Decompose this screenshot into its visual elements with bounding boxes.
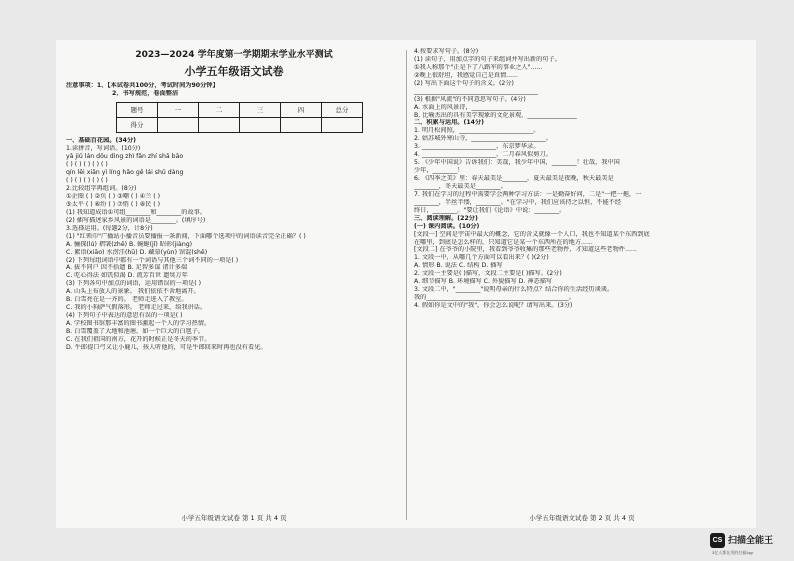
exam-text-line: (1) 读句子，用加点字的句子来组词并写出新的句子。 [414,55,561,63]
exam-text-line: ②晚上很舒坦，我感觉自己是真情...... [414,71,518,79]
exam-text-line: ⑤太平 ( ) ⑥纷 ( ) ⑦悄 ( ) ⑧民 ( ) [66,200,161,208]
score-table [116,102,363,133]
exam-text-line: B. 白雪亮在是一齐的。 老师走进入了教室。 [66,296,188,304]
exam-text-line: (2) 插写描述家乡风景的词语是________。(填序号) [66,216,206,224]
score-table-header: 二 [199,103,240,118]
exam-text-line: A. 山头上布放人的景象。 我们依依不舍地离开。 [66,288,200,296]
exam-text-line: (4) 下列句子中表达的意思有误的一项是( ) [66,312,183,320]
scanner-watermark [710,530,794,561]
exam-text-line: D. 牛郎提口弓又让小鹿儿，孩人听他的，可是牛郎回来时再也没有看见。 [66,343,267,351]
score-table-header: 题号 [117,103,158,118]
exam-text-line: [文段一] 空间是宇宙中最大的概念，它的含义就像一个人口，我也不知道某个东西到底 [414,230,650,238]
exam-text-line: 4. 假如你是文中的"我"，你会怎么说呢？请写出来。(3分) [414,302,573,309]
score-table-header: 一 [158,103,199,118]
page-1 [66,40,402,528]
exam-text-line: ( ) ( ) ( ) ( ) ( ) [66,177,108,185]
score-cell [199,118,240,133]
score-cell [281,118,322,133]
exam-text-line: (3) 下列各句中加点的词语，运用错误的一项是( ) [66,280,202,288]
exam-text-line: C. 絮语(xiāo) 水涝洼(hū) D. 藏慕(yùn) 馆馄(shē) [66,248,208,256]
exam-text-line: 7. 我们在学习的过程中需要学会两种学习方法：一是勤奋好问，二是"一把一拖，一 [414,190,642,198]
exam-text-line: A. 情形 B. 说法 C. 结构 D. 插写 [414,262,503,270]
score-cell [240,118,281,133]
exam-text-line: yā jiǔ lán dǒu dìng zhì fǎn zhí shā bāo [66,153,184,161]
exam-text-line: 1. 文段一中，从哪几个方面可以看出来？( )(2分) [414,254,549,262]
exam-text-line: ( ) ( ) ( ) ( ) ( ) [66,161,108,169]
page-1-footer: 小学五年级语文试卷 第 1 页 共 4 页 [181,513,287,522]
exam-text-line: 我的______________________________________________。 [414,294,575,302]
exam-text-line: (一) 课内阅读。(10分) [414,222,480,230]
exam-text-line: 4. ________________________，二月春风似剪刀。 [414,151,552,159]
exam-text-line: [文段二] 在爷爷的小院里，我看到爷爷收集的那些老物件，才知道这些老物件...... [414,246,637,254]
exam-note-2: 2、书写规范，卷面整洁 [112,89,179,97]
score-table-header: 四 [281,103,322,118]
exam-text-line: 2.比较组字再组词。(8分) [66,185,137,193]
exam-text-line: 3. 文段二中，"________"说明母亲的什么特点？结合你的生活经历谈谈。 [414,286,614,294]
exam-text-line: C. 在我们祖国的南方，花开的时候正是冬天的季节。 [66,335,211,343]
exam-text-line: 1. 明月松间照，________________________。 [414,127,540,135]
exam-text-line: 2. 姑苏城外寒山寺，________________________。 [414,135,552,143]
exam-text-line: (1) 我知道成语①可组________和________的故事。 [66,208,207,216]
score-cell [158,118,199,133]
exam-text-line: C. 我的小狗萨气假落形。 老师走过来，给我讲话。 [66,304,207,312]
exam-text-line: B. 白雪覆盖了大地和池塘，如一个巨大的白毯子。 [66,327,205,335]
page-2-body [414,48,750,310]
exam-text-line: A. 水面上的风景诗，________________ [414,103,522,111]
exam-text-line: A. 骊探(lú) 褶皱(zhě) B. 蜿蜒(jǐ) 昭彰(jiàng) [66,240,193,248]
exam-text-line: 4.按要求写句子。(8分) [414,48,479,55]
exam-text-line: ________，冬天最美是________。 [414,182,507,190]
exam-text-line: 2. 文段一主要是( )描写，文段二主要是( )描写。(2分) [414,270,562,278]
score-table-header: 三 [240,103,281,118]
exam-text-line: 三、阅读理解。(22分) [414,214,478,222]
exam-text-line: ①我人称那个"正是下了八路军的事业之人"...... [414,63,543,71]
score-table-header: 总分 [322,103,363,118]
exam-text-line: 3. ________________________，东京梦华录。 [414,143,540,151]
page-2 [414,40,750,528]
exam-text-line: (2) 下列每组词语中都有一个词语与其他三个词不同的一项是( ) [66,256,239,264]
exam-subtitle: 小学五年级语文试卷 [184,64,284,78]
exam-paper [56,40,756,528]
watermark-app-name: 扫描全能王 [728,535,774,545]
exam-text-line: B. 比喻杰出的具有美学现象的文化景观，________________ [414,111,577,119]
exam-text-line: ________________________________________ [414,87,538,95]
score-table-score-row [117,118,363,133]
exam-text-line: (3) 根据"风流"的不同意思写句子。(4分) [414,95,526,103]
exam-text-line: A. 细节描写 B. 环境描写 C. 外貌描写 D. 神态描写 [414,278,553,286]
watermark-tagline: 3亿人都在用的扫描App [712,550,754,555]
exam-text-line: 在哪里，到底是怎么样的，只知道它是某一个东西所在的地方...... [414,238,593,246]
page-1-body [66,137,402,351]
exam-text-line: 6. 《四季之美》里：春天最美是________，夏天最美是夜晚，秋天最美是 [414,175,614,182]
exam-note-1: 注意事项：1、【本试卷共100分，考试时间为90分钟】 [66,81,219,89]
exam-text-line: C. 吃心得法 如饥似渴 D. 流芳百世 遗臭万年 [66,272,188,280]
exam-text-line: 二、积累与运用。(14分) [414,119,484,127]
exam-text-line: qín lěi xiān yì líng hǎo gē lái shǔ dàng [66,169,184,177]
score-table-row-label: 得分 [117,118,158,133]
exam-text-line: 1.读拼音，写词语。(10分) [66,145,141,153]
exam-text-line: ①企图 ( ) ②负 ( ) ③嘲 ( ) ④兰 ( ) [66,193,161,201]
exam-text-line: (2) 写出下面这个句子的含义。(2分) [414,79,514,87]
exam-text-line: 终日，________。"要让我们《论语》中说：________。 [414,206,566,214]
exam-text-line: 3.选择运用。(每题2分，计8分) [66,224,153,232]
page-2-footer: 小学五年级语文试卷 第 2 页 共 4 页 [529,513,635,522]
exam-title: 2023—2024 学年度第一学期期末学业水平测试 [135,50,333,60]
camscanner-logo-icon: CS [710,533,725,548]
exam-text-line: 5. 《少年中国说》告诉我们：美哉，我少年中国，________！壮哉，我中国 [414,159,620,167]
score-cell [322,118,363,133]
column-divider [406,50,407,520]
score-table-header-row [117,103,363,118]
exam-text-line: (1) "红领巾"广播站小播音员要播报一条新闻，下面哪个选项中的词语读音完全正确？( ) [66,232,306,240]
exam-text-line: ________，半丝半缕，________。"在学习中，我们应该持之以恒，不能不经 [414,198,622,206]
exam-text-line: A. 拔不同户 因不拾遗 B. 足智多谋 诸计多端 [66,264,188,272]
exam-text-line: 少年，________！ [414,167,464,175]
exam-text-line: A. 学校图书馆那丰富的图书激起一个人的学习热情。 [66,320,211,328]
exam-text-line: 一、基础百花园。(34分) [66,137,136,145]
